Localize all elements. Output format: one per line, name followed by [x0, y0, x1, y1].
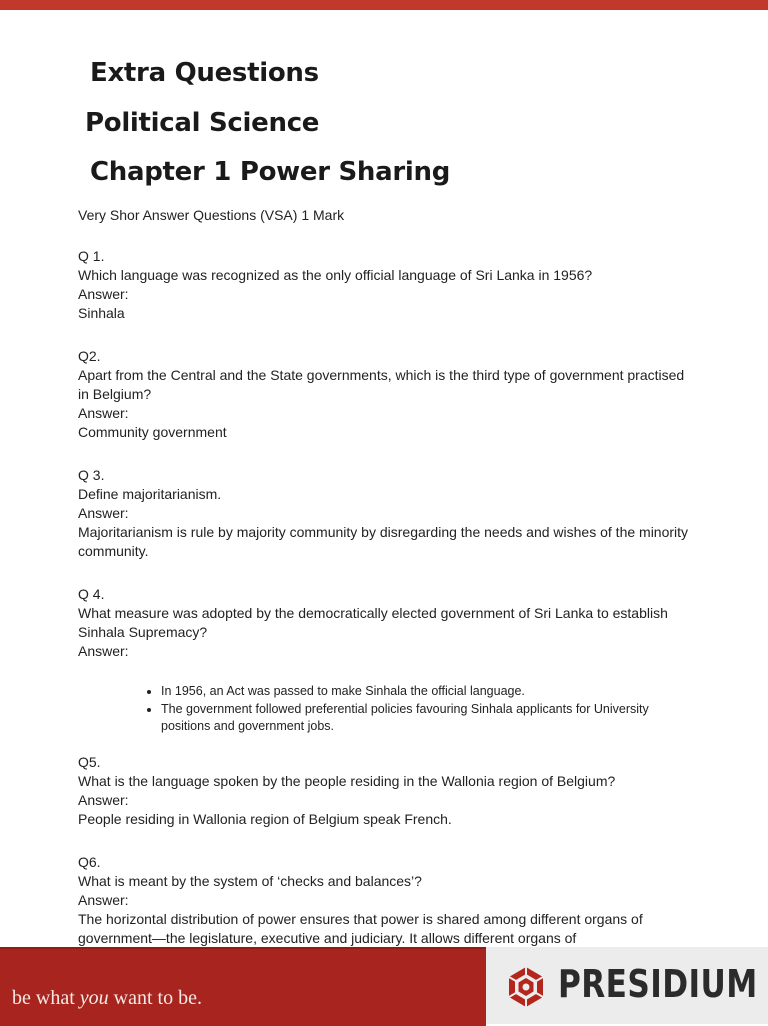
- question-number: Q5.: [78, 754, 101, 770]
- top-accent-bar: [0, 0, 768, 10]
- presidium-logo-icon: [504, 965, 548, 1009]
- question-text: Which language was recognized as the only official language of Sri Lanka in 1956?: [78, 267, 593, 283]
- question-number: Q 4.: [78, 586, 105, 602]
- question-block-5: [78, 753, 698, 829]
- question-text: Apart from the Central and the State governments, which is the third type of government practised in Belgium?: [78, 367, 685, 402]
- answer-text: Community government: [78, 424, 227, 440]
- title-subject: Political Science: [85, 108, 320, 138]
- section-heading: Very Shor Answer Questions (VSA) 1 Mark: [78, 207, 345, 223]
- question-number: Q2.: [78, 348, 101, 364]
- question-block-1: [78, 247, 698, 323]
- question-block-6: [78, 853, 698, 948]
- question-number: Q 3.: [78, 467, 105, 483]
- answer-text: Majoritarianism is rule by majority community by disregarding the needs and wishes of the minority community.: [78, 524, 689, 559]
- tagline-part: be what: [12, 987, 80, 1009]
- answer-bullet-list: [78, 683, 698, 735]
- answer-label: Answer:: [78, 892, 129, 908]
- question-block-3: [78, 466, 698, 561]
- answer-label: Answer:: [78, 405, 129, 421]
- question-text: What is the language spoken by the people residing in the Wallonia region of Belgium?: [78, 773, 616, 789]
- answer-label: Answer:: [78, 505, 129, 521]
- question-text: What measure was adopted by the democratically elected government of Sri Lanka to establish Sinhala Supremacy?: [78, 605, 668, 640]
- question-number: Q 1.: [78, 248, 105, 264]
- answer-label: Answer:: [78, 792, 129, 808]
- title-extra-questions: Extra Questions: [90, 58, 319, 88]
- footer-banner: [0, 947, 768, 1024]
- list-item: • The government followed preferential policies favouring Sinhala applicants for University positions and government jobs.: [161, 701, 698, 735]
- tagline-part: want to be.: [108, 987, 202, 1009]
- answer-label: Answer:: [78, 643, 129, 659]
- question-block-2: [78, 347, 698, 442]
- title-chapter: Chapter 1 Power Sharing: [90, 157, 451, 187]
- answer-text: Sinhala: [78, 305, 125, 321]
- answer-text: The horizontal distribution of power ensures that power is shared among different organs of government—the legislature, executive and judiciary. It allows different organs of: [78, 911, 643, 946]
- answer-text: People residing in Wallonia region of Belgium speak French.: [78, 811, 452, 827]
- answer-label: Answer:: [78, 286, 129, 302]
- list-item: • In 1956, an Act was passed to make Sinhala the official language.: [161, 683, 698, 700]
- footer-logo-panel: [486, 947, 768, 1024]
- tagline: [12, 987, 202, 1010]
- document-body: [78, 206, 698, 972]
- tagline-emphasis: you: [79, 987, 109, 1009]
- question-number: Q6.: [78, 854, 101, 870]
- question-block-4: [78, 585, 698, 735]
- question-text: Define majoritarianism.: [78, 486, 222, 502]
- brand-name: PRESIDIUM: [558, 962, 758, 1006]
- footer-tagline-panel: [0, 947, 486, 1026]
- question-text: What is meant by the system of ‘checks and balances’?: [78, 873, 422, 889]
